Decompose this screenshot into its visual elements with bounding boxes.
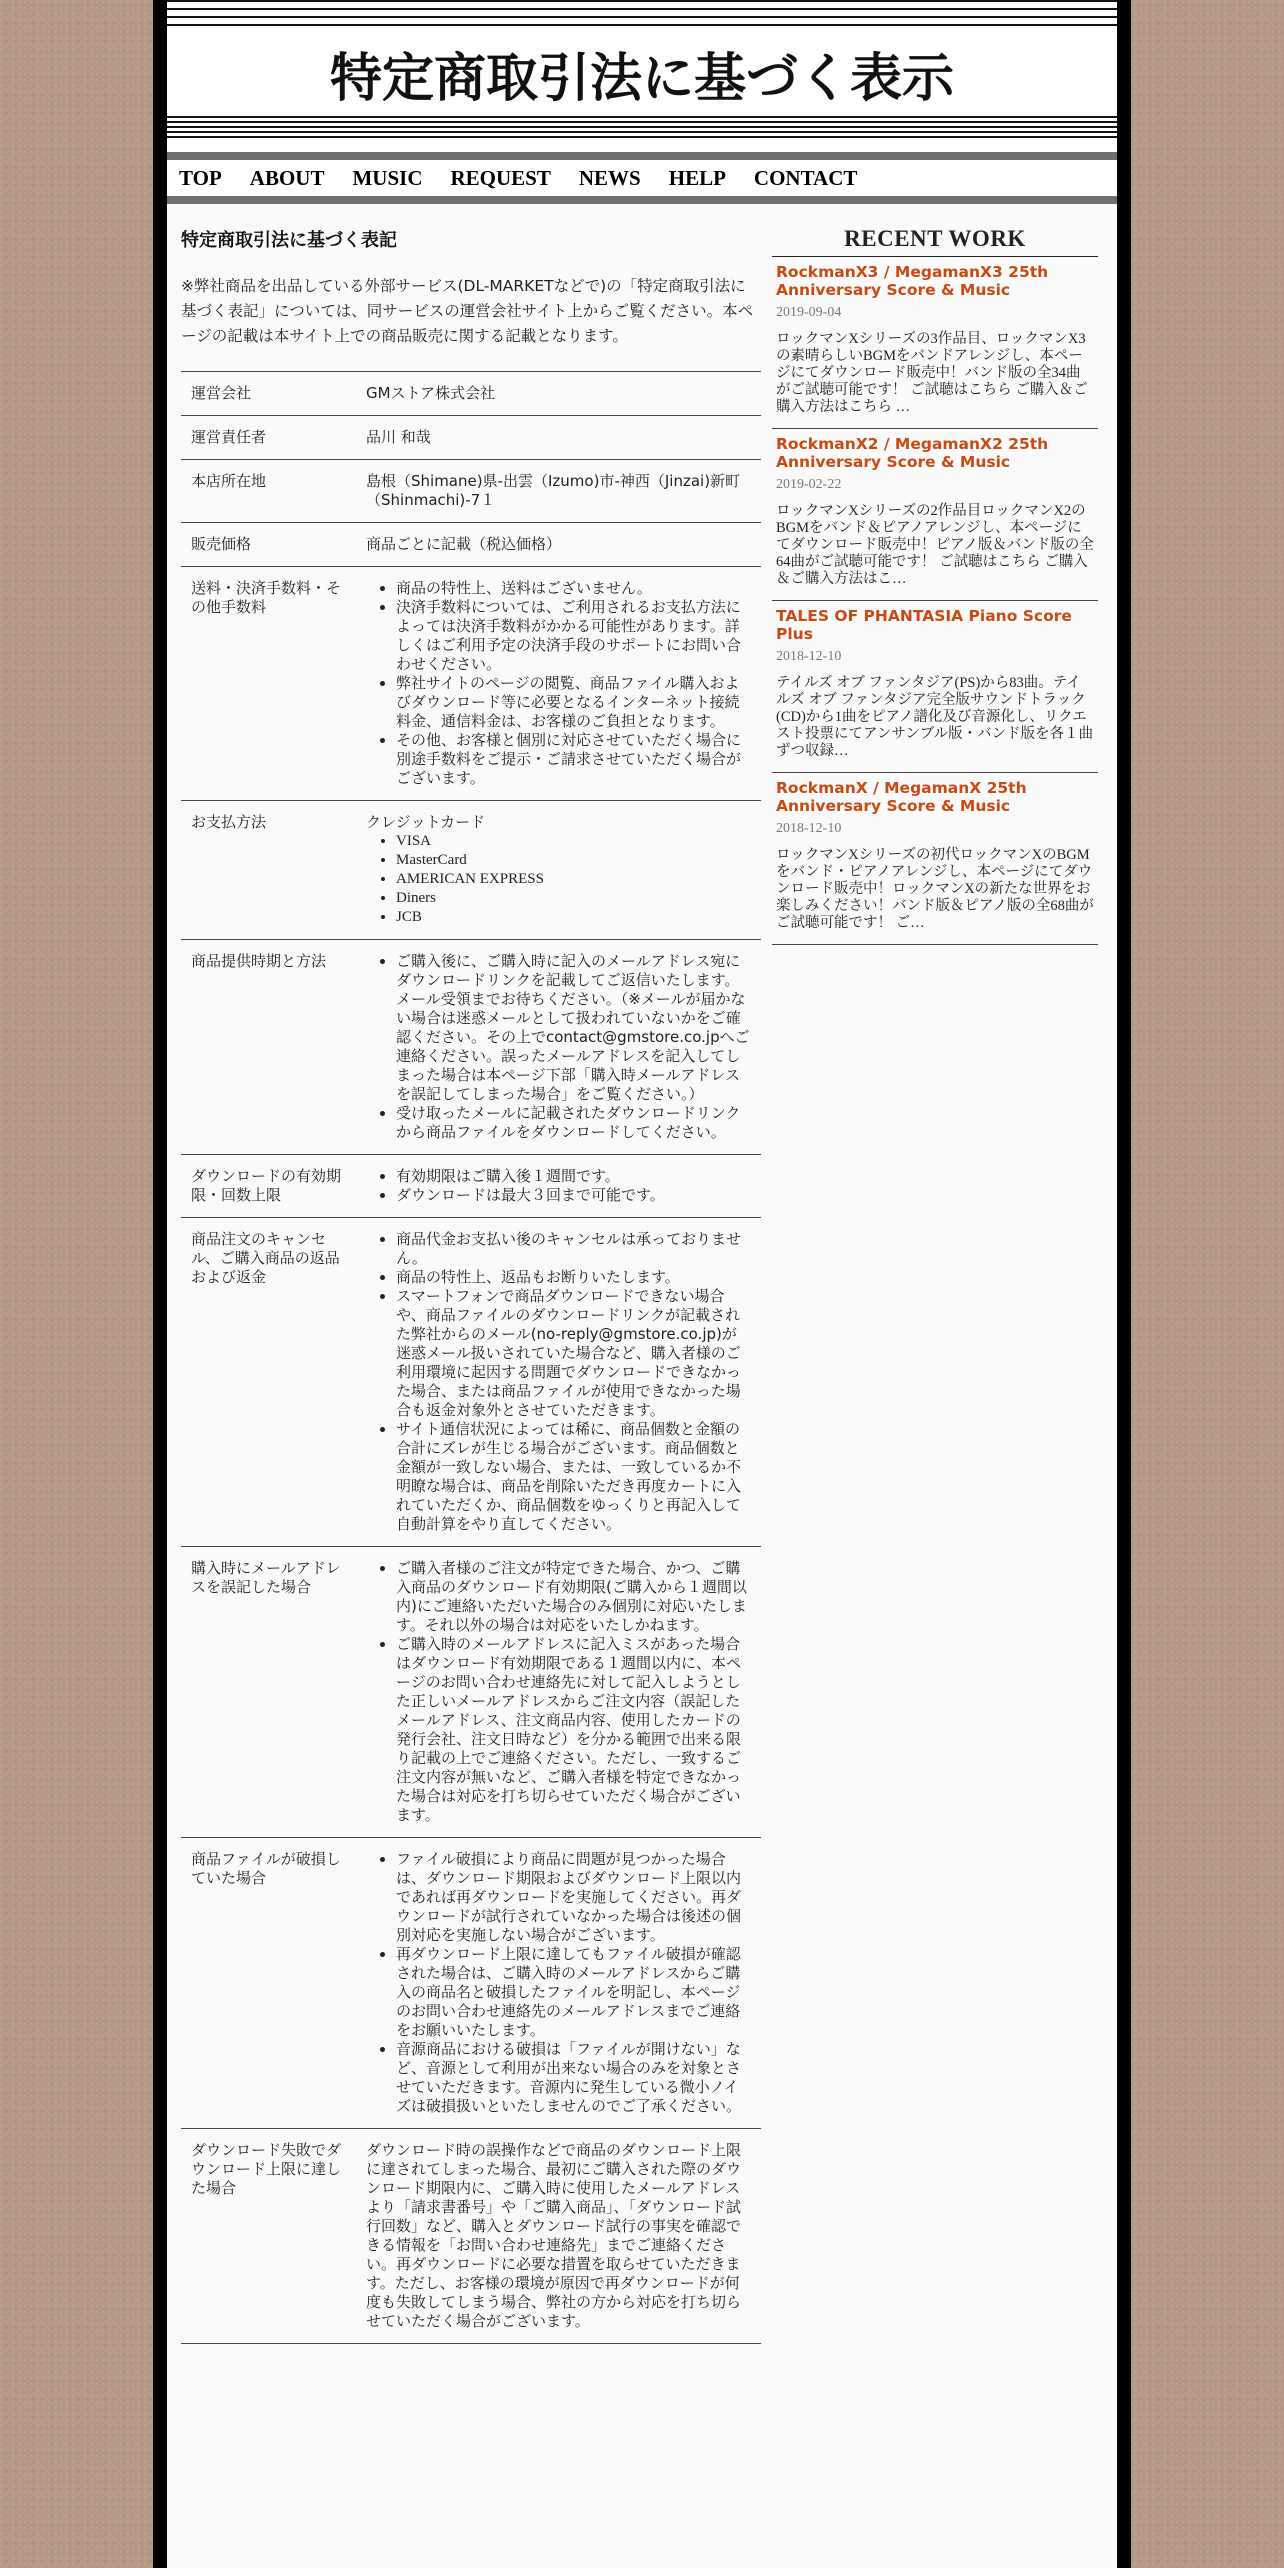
row-list [366,1167,751,1205]
nav-top[interactable]: TOP [179,165,222,190]
table-row [181,523,761,567]
row-text: 島根（Shimane)県-出雲（Izumo)市-神西（Jinzai)新町（Shinmachi)-7１ [366,472,741,509]
row-label: 購入時にメールアドレスを誤記した場合 [181,1547,356,1838]
table-row [181,416,761,460]
recent-work-item [772,429,1098,601]
row-value [356,460,761,523]
post-date: 2018-12-10 [776,649,842,664]
sidebar [772,226,1098,945]
table-row [181,940,761,1155]
row-value [356,1547,761,1838]
row-value [356,801,761,940]
table-row [181,1218,761,1547]
recent-work-item [772,257,1098,429]
row-value [356,2129,761,2344]
row-text: 品川 和哉 [366,428,431,446]
post-excerpt: テイルズ オブ ファンタジア(PS)から83曲。テイルズ オブ ファンタジア完全版サウンドトラック(CD)から1曲をピアノ譜化及び音源化し、リクエスト投票にてアンサンブル版・バンド版を各１曲ずつ収録… [776,675,1094,759]
post-date: 2018-12-10 [776,821,842,836]
recent-work-item [772,773,1098,945]
nav-news[interactable]: NEWS [578,165,641,190]
recent-work-item [772,601,1098,773]
row-value [356,523,761,567]
row-value [356,567,761,801]
commerce-law-table [181,371,761,2344]
notice-text: ※弊社商品を出品している外部サービス(DL-MARKETなどで)の「特定商取引法に基づく表記」については、同サービスの運営会社サイト上からご覧ください。本ページの記載は本サイト上での商品販売に関する記載となります。 [181,277,754,345]
row-value [356,416,761,460]
list-item: • 決済手数料については、ご利用されるお支払方法によっては決済手数料がかかる可能性があります。詳しくはご利用予定の決済手段のサポートにお問い合わせください。 [396,598,751,674]
list-item: • その他、お客様と個別に対応させていただく場合に別途手数料をご提示・ご請求させていただく場合がございます。 [396,731,751,788]
row-value [356,940,761,1155]
row-label: ダウンロードの有効期限・回数上限 [181,1155,356,1218]
post-excerpt: ロックマンXシリーズの3作品目、ロックマンX3の素晴らしいBGMをバンドアレンジし、本ページにてダウンロード販売中！バンド版の全34曲がご試聴可能です！ ご試聴はこちら ご購入＆ご購入方法はこちら … [776,331,1088,415]
nav-about[interactable]: ABOUT [249,165,325,190]
row-text: 商品ごとに記載（税込価格） [366,535,562,553]
page-container [167,0,1117,2568]
table-row [181,801,761,940]
row-label: 商品注文のキャンセル、ご購入商品の返品および返金 [181,1218,356,1547]
list-item: • Diners [396,889,751,908]
site-title: 特定商取引法に基づく表示 [329,49,954,109]
nav-divider [167,196,1117,204]
nav-music[interactable]: MUSIC [352,165,423,190]
post-excerpt: ロックマンXシリーズの初代ロックマンXのBGMをバンド・ピアノアレンジし、本ページにてダウンロード販売中！ロックマンXの新たな世界をお楽しみください！バンド版＆ピアノ版の全68曲がご試聴可能です！ ご… [776,847,1094,931]
header-stripes-top [167,0,1117,26]
row-value [356,1218,761,1547]
row-list [366,1850,751,2116]
list-item: • 受け取ったメールに記載されたダウンロードリンクから商品ファイルをダウンロードしてください。 [396,1104,751,1142]
list-item: • 商品代金お支払い後のキャンセルは承っておりません。 [396,1230,751,1268]
table-row [181,567,761,801]
list-item: • MasterCard [396,851,751,870]
list-item: • ご購入後に、ご購入時に記入のメールアドレス宛にダウンロードリンクを記載してご返信いたします。メール受領までお待ちください。（※メールが届かない場合は迷惑メールとして扱われていないかをご確認ください。その上でcontact@gmstore.co.jpへご連絡ください。誤ったメールアドレスを記入してしまった場合は本ページ下部「購入時メールアドレスを誤記してしまった場合」をご覧ください。） [396,952,751,1104]
list-item: • 音源商品における破損は「ファイルが開けない」など、音源として利用が出来ない場合のみを対象とさせていただきます。音源内に発生している微小ノイズは破損扱いといたしませんのでご了承ください。 [396,2040,751,2116]
list-item: • JCB [396,908,751,927]
row-list [366,1230,751,1534]
list-item: • 弊社サイトのページの閲覧、商品ファイル購入およびダウンロード等に必要となるインターネット接続料金、通信料金は、お客様のご負担となります。 [396,674,751,731]
site-header [167,0,1117,160]
post-title-link[interactable]: TALES OF PHANTASIA Piano Score Plus [776,607,1072,643]
header-divider [167,152,1117,160]
row-list [366,1559,751,1825]
table-row [181,460,761,523]
post-date: 2019-02-22 [776,477,842,492]
nav-help[interactable]: HELP [668,165,726,190]
nav-contact[interactable]: CONTACT [753,165,858,190]
row-value [356,372,761,416]
post-date: 2019-09-04 [776,305,842,320]
recent-work-list [772,257,1098,945]
row-label: ダウンロード失敗でダウンロード上限に達した場合 [181,2129,356,2344]
main-nav [167,160,1117,196]
row-label: 運営会社 [181,372,356,416]
sidebar-heading: RECENT WORK [772,226,1098,257]
row-text: ダウンロード時の誤操作などで商品のダウンロード上限に達されてしまった場合、最初にご購入された際のダウンロード期限内に、ご購入時に使用したメールアドレスより「請求書番号」や「ご購入商品」、「ダウンロード試行回数」など、購入とダウンロード試行の事実を確認できる情報を「お問い合わせ連絡先」までご連絡ください。再ダウンロードに必要な措置を取らせていただきます。ただし、お客様の環境が原因で再ダウンロードが何度も失敗してしまう場合、弊社の方から対応を打ち切らせていただく場合がございます。 [366,2141,742,2330]
post-title-link[interactable]: RockmanX2 / MegamanX2 25th Anniversary Score & Music [776,435,1049,471]
row-label: 本店所在地 [181,460,356,523]
list-item: • ファイル破損により商品に問題が見つかった場合は、ダウンロード期限およびダウンロード上限以内であれば再ダウンロードを実施してください。再ダウンロードが試行されていなかった場合は後述の個別対応を実施しない場合がございます。 [396,1850,751,1945]
row-label: 販売価格 [181,523,356,567]
nav-request[interactable]: REQUEST [450,165,551,190]
table-row [181,372,761,416]
row-label: 商品提供時期と方法 [181,940,356,1155]
list-item: • スマートフォンで商品ダウンロードできない場合や、商品ファイルのダウンロードリンクが記載された弊社からのメール(no-reply@gmstore.co.jp)が迷惑メール扱いされていた場合など、購入者様のご利用環境に起因する問題でダウンロードできなかった場合、または商品ファイルが使用できなかった場合も返金対象外とさせていただきます。 [396,1287,751,1420]
row-value [356,1838,761,2129]
row-label: お支払方法 [181,801,356,940]
table-row [181,1547,761,1838]
list-item: • ダウンロードは最大３回まで可能です。 [396,1186,751,1205]
main-column [181,226,761,2344]
post-title-link[interactable]: RockmanX / MegamanX 25th Anniversary Score & Music [776,779,1027,815]
row-value [356,1155,761,1218]
row-label: 商品ファイルが破損していた場合 [181,1838,356,2129]
post-excerpt: ロックマンXシリーズの2作品目ロックマンX2のBGMをバンド＆ピアノアレンジし、本ページにてダウンロード販売中！ピアノ版＆バンド版の全64曲がご試聴可能です！ ご試聴はこちら ご購入＆ご購入方法はこ… [776,503,1094,587]
list-item: • AMERICAN EXPRESS [396,870,751,889]
row-list [366,579,751,788]
row-label: 運営責任者 [181,416,356,460]
page-heading: 特定商取引法に基づく表記 [181,230,397,251]
row-list [366,952,751,1142]
list-item: • ご購入時のメールアドレスに記入ミスがあった場合はダウンロード有効期限である１週間以内に、本ページのお問い合わせ連絡先に対して記入しようとした正しいメールアドレスからご注文内容（誤記したメールアドレス、注文商品内容、使用したカードの発行会社、注文日時など）を分かる範囲で出来る限り記載の上でご連絡ください。ただし、一致するご注文内容が無いなど、ご購入者様を特定できなかった場合は対応を打ち切らせていただく場合がございます。 [396,1635,751,1825]
header-stripes-bottom [167,116,1117,138]
list-item: • 商品の特性上、返品もお断りいたします。 [396,1268,751,1287]
list-item: • サイト通信状況によっては稀に、商品個数と金額の合計にズレが生じる場合がございます。商品個数と金額が一致しない場合、または、一致しているか不明瞭な場合は、商品を削除いただき再度カートに入れていただくか、商品個数をゆっくりと再記入して自動計算をやり直してください。 [396,1420,751,1534]
row-text: クレジットカード [366,813,486,831]
table-row [181,2129,761,2344]
row-label: 送料・決済手数料・その他手数料 [181,567,356,801]
list-item: • 有効期限はご購入後１週間です。 [396,1167,751,1186]
table-row [181,1838,761,2129]
row-list [366,832,751,927]
list-item: • 商品の特性上、送料はございません。 [396,579,751,598]
list-item: • ご購入者様のご注文が特定できた場合、かつ、ご購入商品のダウンロード有効期限(ご購入から１週間以内)にご連絡いただいた場合のみ個別に対応いたします。それ以外の場合は対応をいたしかねます。 [396,1559,751,1635]
row-text: GMストア株式会社 [366,384,496,402]
list-item: • VISA [396,832,751,851]
post-title-link[interactable]: RockmanX3 / MegamanX3 25th Anniversary Score & Music [776,263,1049,299]
page-frame [153,0,1131,2568]
table-row [181,1155,761,1218]
list-item: • 再ダウンロード上限に達してもファイル破損が確認された場合は、ご購入時のメールアドレスからご購入の商品名と破損したファイルを明記し、本ページのお問い合わせ連絡先のメールアドレスまでご連絡をお願いいたします。 [396,1945,751,2040]
